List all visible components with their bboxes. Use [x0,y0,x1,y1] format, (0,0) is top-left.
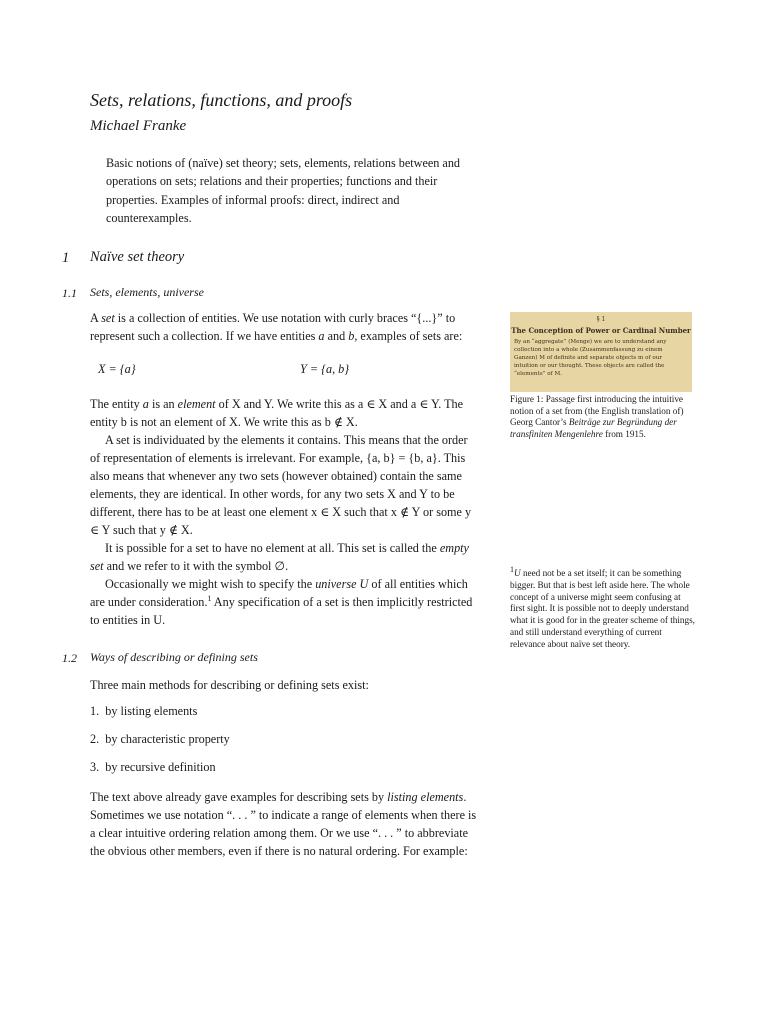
paragraph-set-definition: A set is a collection of entities. We use notation with curly braces “{...}” to represent such a collection. If we have entities a and b, examples of sets are: [90,311,463,343]
paragraph-empty-set: It is possible for a set to have no element at all. This set is called the empty set and we refer to it with the symbol ∅. [90,541,469,573]
paragraph-universe: Occasionally we might wish to specify the universe U of all entities which are under consideration.$^1$ Any specification of a set is then implicitly restricted to entities in U. [90,577,473,627]
subsection-number: 1.1 [62,286,77,300]
footnote-marker: 1 [207,593,212,603]
subsection-title: Ways of describing or defining sets [90,650,258,664]
footnote-number: 1 [510,564,514,574]
scan-section-mark: § 1 [596,316,606,323]
equation-y: Y = {a, b} [300,362,350,376]
subsection-number: 1.2 [62,651,77,665]
paragraph-individuation: A set is individuated by the elements it contains. This means that the order of representation of elements is irrelevant. For example, {a, b} = {b, a}. This also means that whenever any two sets (however obtained) contain the same elements, they are identical. In other words, for any two sets X and Y to be different, there has to be at least one element x ∈ X such that x ∉ Y or some y ∈ Y such that y ∉ X. [90,433,472,537]
list-item: 2. by characteristic property [90,732,230,746]
list-item: 3. by recursive definition [90,760,216,774]
figure-caption: Figure 1: Passage first introducing the intuitive notion of a set from (the English translation of) Georg Cantor’s Beiträge zur Begründung der transfiniten Mengenlehre from 1915. [510,394,684,439]
footnote-text: need not be a set itself; it can be something bigger. But that is best left aside here. The whole concept of a universe might seem confusing at first sight. It is possible not to deeply understand what it is good for in the greater scheme of things, and still understand everything of current relevance about naïve set theory. [510,568,695,649]
author-name: Michael Franke [90,118,187,134]
section-number: 1 [62,250,70,266]
margin-footnote: $^1$U need not be a set itself; it can be something bigger. But that is best left aside here. The whole concept of a universe might seem confusing at first sight. It is possible not to deeply understand what it is good for in the greater scheme of things, and still understand everything of current relevance about naïve set theory. [510,564,695,649]
paragraph-methods-intro: Three main methods for describing or defining sets exist: [90,678,369,692]
scan-text: By an “aggregate” (Menge) we are to understand any collection into a whole (Zusammenfassung zu einem Ganzen) M of definite and separate objects m of our intuition or our thought. These objects are called the “elements” of M. [514,339,667,377]
abstract: Basic notions of (naïve) set theory; sets, elements, relations between and operations on sets; relations and their properties; functions and their properties. Examples of informal proofs: direct, indirect and counterexamples. [106,156,461,225]
section-title: Naïve set theory [90,249,185,265]
cantor-scan-figure [510,312,692,392]
paper-title: Sets, relations, functions, and proofs [90,90,353,110]
list-item: 1. by listing elements [90,704,198,718]
paragraph-listing-elements: The text above already gave examples for describing sets by listing elements. Sometimes we use notation “. . . ” to indicate a range of elements when there is a clear intuitive ordering relation among them. Or we use “. . . ” to abbreviate the obvious other members, even if there is no natural ordering. For example: [90,790,477,858]
paragraphs-elements: The entity a is an element of X and Y. We write this as a ∈ X and a ∈ Y. The entity b is not an element of X. We write this as b ∉ X. A set is individuated by the elements it contains. This means that the order of representation of elements is irrelevant. For example, {a, b} = {b, a}. This also means that whenever any two sets (however obtained) contain the same elements, they are identical. In other words, for any two sets X and Y to be different, there has to be at least one element x ∈ X such that x ∉ Y or some y ∈ Y such that y ∉ X. It is possible for a set to have no element at all. This set is called the empty set and we refer to it with the symbol ∅. Occasionally we might wish to specify the universe U of all entities which are under consideration.$^1$ Any specification of a set is then implicitly restricted to entities in U. [90,395,478,629]
equation-x: X = {a} [98,362,136,376]
subsection-title: Sets, elements, universe [90,285,204,299]
scan-heading: The Conception of Power or Cardinal Number [511,326,691,335]
